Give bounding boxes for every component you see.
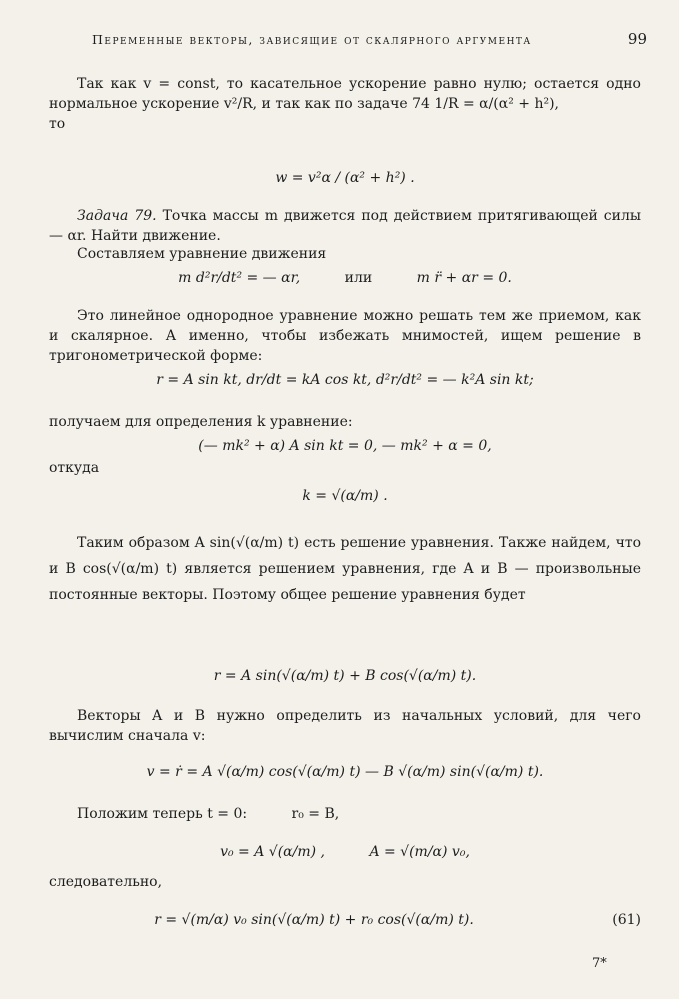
paragraph-t-zero-text: Положим теперь t = 0: [77, 806, 248, 822]
formula-initial [49, 844, 641, 860]
paragraph-t-zero [49, 804, 641, 824]
paragraph-t-zero-eq: r₀ = B, [291, 806, 340, 822]
paragraph-whence: откуда [49, 460, 100, 476]
paragraph-task-79 [49, 206, 641, 246]
formula-trig: r = A sin kt, dr/dt = kA cos kt, d²r/dt² = — k²A sin kt; [156, 372, 534, 388]
formula-w: w = v²α / (α² + h²) . [275, 170, 415, 186]
formula-motion [49, 270, 641, 286]
paragraph-consequently: следовательно, [49, 874, 163, 890]
formula-velocity: v = ṙ = A √(α/m) cos(√(α/m) t) — B √(α/m) sin(√(α/m) t). [146, 764, 544, 780]
formula-motion-b: m r̈ + αr = 0. [416, 270, 512, 286]
paragraph-tangential [49, 74, 641, 134]
paragraph-solutions: Таким образом A sin(√(α/m) t) есть решение уравнения. Также найдем, что и B cos(√(α/m) t) является решением уравнения, где A и B — произвольные постоянные векторы. Поэтому общее решение уравнения будет [49, 535, 641, 603]
formula-motion-or: или [344, 270, 373, 286]
signature-mark: 7* [592, 956, 607, 971]
formula-k-equation: (— mk² + α) A sin kt = 0, — mk² + α = 0, [198, 438, 492, 454]
paragraph-k-intro: получаем для определения k уравнение: [49, 414, 353, 430]
formula-final: r = √(m/α) v₀ sin(√(α/m) t) + r₀ cos(√(α/m) t). [154, 912, 474, 928]
formula-initial-b: A = √(m/α) v₀, [369, 844, 470, 860]
paragraph-linear: Это линейное однородное уравнение можно решать тем же приемом, как и скалярное. А именно, чтобы избежать мнимостей, ищем решение в тригонометрической форме: [49, 308, 641, 364]
formula-k: k = √(α/m) . [302, 488, 388, 504]
task-label: Задача 79. [77, 208, 157, 224]
page-number: 99 [627, 30, 647, 48]
paragraph-text-end: то [49, 116, 66, 132]
equation-number: (61) [612, 912, 641, 928]
formula-general-solution: r = A sin(√(α/m) t) + B cos(√(α/m) t). [213, 668, 477, 684]
paragraph-equation-intro: Составляем уравнение движения [77, 246, 327, 262]
header-title: Переменные векторы, зависящие от скалярного аргумента [92, 32, 532, 47]
task-text: Точка массы m движется под действием притягивающей силы — αr. Найти движение. [49, 208, 641, 244]
paragraph-text: Так как v = const, то касательное ускорение равно нулю; остается одно нормальное ускорение v²/R, и так как по задаче 74 1/R = α/(α² + h²), [49, 76, 641, 112]
formula-initial-a: v₀ = A √(α/m) , [220, 844, 325, 860]
paragraph-initial-conditions: Векторы A и B нужно определить из начальных условий, для чего вычислим сначала v: [49, 708, 641, 744]
running-header [92, 30, 647, 48]
formula-motion-a: m d²r/dt² = — αr, [178, 270, 301, 286]
